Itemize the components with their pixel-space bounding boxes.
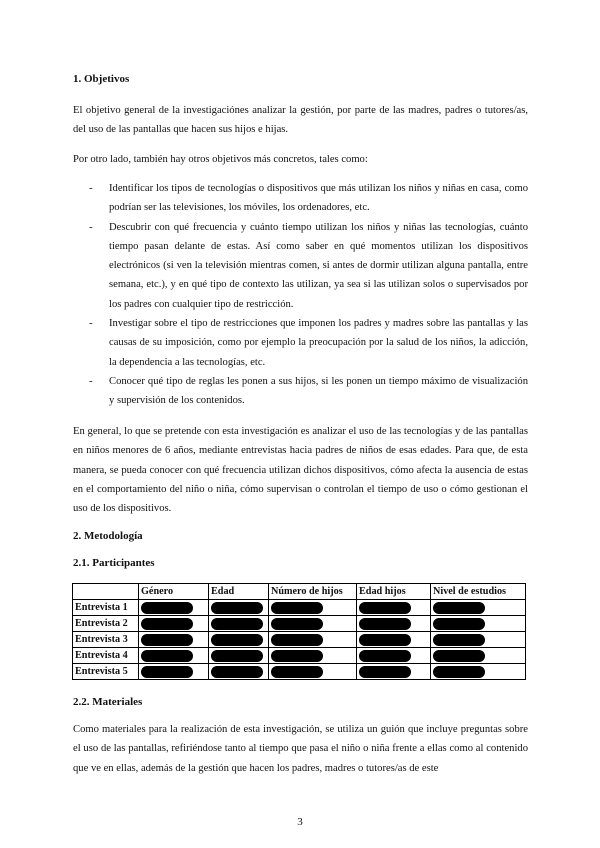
bullet-dash: - [89,221,93,233]
table-header-cell [73,584,139,600]
redaction-mark [141,618,193,630]
redacted-cell [269,664,357,680]
redacted-cell [269,648,357,664]
participants-table [72,583,526,680]
redacted-cell [431,632,526,648]
redacted-cell [357,664,431,680]
table-header-cell: Edad hijos [357,584,431,600]
table-row [73,632,526,648]
row-label: Entrevista 2 [73,616,139,632]
paragraph-otros-objetivos: Por otro lado, también hay otros objetivos más concretos, tales como: [73,154,368,165]
list-item [73,218,528,314]
row-label: Entrevista 3 [73,632,139,648]
redacted-cell [269,616,357,632]
redaction-mark [141,602,193,614]
table-header-cell: Número de hijos [269,584,357,600]
row-label: Entrevista 4 [73,648,139,664]
redacted-cell [357,616,431,632]
table-header-cell: Nivel de estudios [431,584,526,600]
row-label: Entrevista 5 [73,664,139,680]
redaction-mark [271,602,323,614]
list-item [73,179,528,218]
redaction-mark [433,602,485,614]
redaction-mark [141,634,193,646]
redaction-mark [211,666,263,678]
redaction-mark [359,602,411,614]
redaction-mark [433,634,485,646]
redaction-mark [271,634,323,646]
redacted-cell [431,664,526,680]
list-item [73,314,528,372]
redaction-mark [271,618,323,630]
section-heading-objetivos: 1. Objetivos [73,73,130,85]
paragraph-objetivo-general: El objetivo general de la investigaciónes analizar la gestión, por parte de las madres, padres o tutores/as, del uso de las pantallas que hacen sus hijos e hijas. [73,105,528,136]
table-row [73,616,526,632]
redaction-mark [271,650,323,662]
redacted-cell [209,664,269,680]
redacted-cell [431,616,526,632]
table-row [73,664,526,680]
redaction-mark [141,650,193,662]
section-heading-materiales: 2.2. Materiales [73,696,143,708]
redacted-cell [139,632,209,648]
redacted-cell [139,648,209,664]
redacted-cell [357,648,431,664]
row-label: Entrevista 1 [73,600,139,616]
list-item-text: Investigar sobre el tipo de restricciones que imponen los padres y madres sobre las pantallas y las causas de su imposición, como por ejemplo la preocupación por la salud de los niños, la adicción, la dependencia a las tecnologías, etc. [109,318,528,368]
redacted-cell [139,664,209,680]
redaction-mark [433,666,485,678]
redacted-cell [269,632,357,648]
redacted-cell [139,600,209,616]
redacted-cell [357,600,431,616]
redacted-cell [209,616,269,632]
redaction-mark [359,634,411,646]
list-item-text: Descubrir con qué frecuencia y cuánto tiempo utilizan los niños y niñas las tecnologías, cuánto tiempo pasan delante de estas. Así como saber en qué momentos utilizan los dispositivos electrónicos (si ven la televisión mientras comen, si antes de dormir utilizan alguna pantalla, entre semana, etc.), y en qué tipo de contexto las utilizan, ya sea si las utilizan solos o supervisados por los padres con cualquier tipo de restricción. [109,221,528,310]
redaction-mark [211,618,263,630]
redacted-cell [209,632,269,648]
objectives-list [73,179,528,411]
redacted-cell [269,600,357,616]
redaction-mark [433,618,485,630]
page-number: 3 [297,816,303,828]
redacted-cell [357,632,431,648]
redaction-mark [359,666,411,678]
redaction-mark [211,650,263,662]
paragraph-materiales: Como materiales para la realización de esta investigación, se utiliza un guión que incluye preguntas sobre el uso de las pantallas, refiriéndose tanto al tiempo que pasa el niño o niña frente a ellas como al contenido que ve en ellas, además de la gestión que hacen los padres, madres o tutores/as de este [73,724,528,774]
bullet-dash: - [89,318,93,330]
redacted-cell [209,600,269,616]
table-header-cell: Género [139,584,209,600]
redaction-mark [433,650,485,662]
bullet-dash: - [89,183,93,194]
section-heading-metodologia: 2. Metodología [73,530,143,542]
paragraph-en-general: En general, lo que se pretende con esta investigación es analizar el uso de las tecnologías y de las pantallas en niños menores de 6 años, mediante entrevistas hacia padres de niños de esas edades. Para que, de esta manera, se pueda conocer con qué frecuencia utilizan dichos dispositivos, cómo afecta la ausencia de estas en el comportamiento del niño o niña, cómo supervisan o controlan el tiempo de uso o cómo gestionan el uso de los dispositivos. [73,426,528,515]
redacted-cell [431,648,526,664]
list-item [73,372,528,411]
redaction-mark [211,634,263,646]
table-row [73,600,526,616]
list-item-text: Conocer qué tipo de reglas les ponen a sus hijos, si les ponen un tiempo máximo de visualización y supervisión de los contenidos. [109,375,528,407]
redaction-mark [271,666,323,678]
redacted-cell [209,648,269,664]
list-item-text: Identificar los tipos de tecnologías o dispositivos que más utilizan los niños y niñas en casa, como podrían ser las televisiones, los móviles, los ordenadores, etc. [109,183,528,214]
redacted-cell [139,616,209,632]
table-header-cell: Edad [209,584,269,600]
redaction-mark [359,618,411,630]
table-header-row [73,584,526,600]
redaction-mark [141,666,193,678]
section-heading-participantes: 2.1. Participantes [73,557,155,569]
redaction-mark [359,650,411,662]
bullet-dash: - [89,375,93,387]
redacted-cell [431,600,526,616]
table-row [73,648,526,664]
redaction-mark [211,602,263,614]
